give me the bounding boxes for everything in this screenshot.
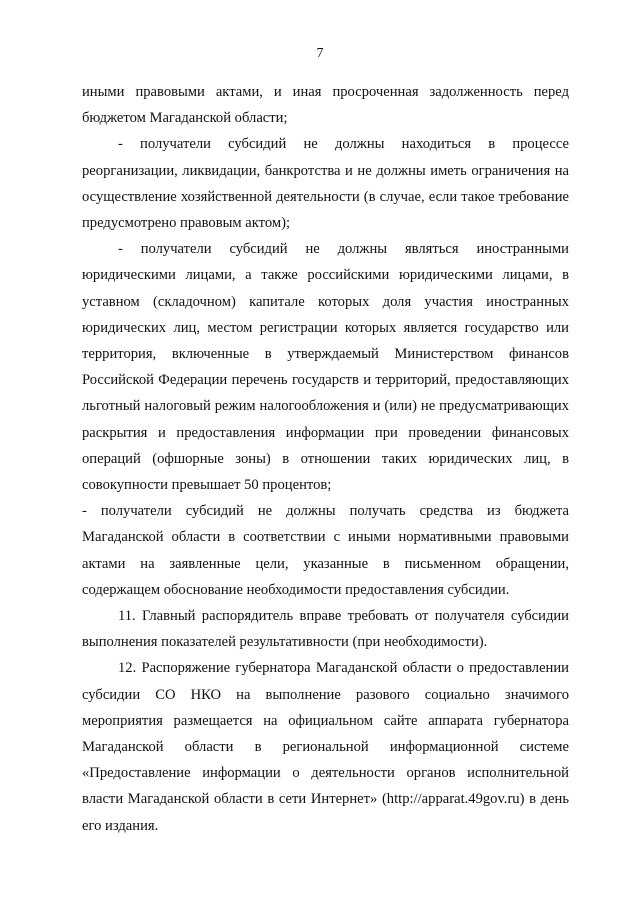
paragraph-no-reorganization: - получатели субсидий не должны находиться в процессе реорганизации, ликвидации, банкротства и не должны иметь ограничения на осуществление хозяйственной деятельности (в случае, если такое требование предусмотрено правовым актом); bbox=[82, 136, 569, 232]
paragraph-item-12: 12. Распоряжение губернатора Магаданской области о предоставлении субсидии СО НКО на выполнение разового социально значимого мероприятия размещается на официальном сайте аппарата губернатора Магаданской области в региональной информационной системе «Предоставление информации о деятельности органов исполнительной власти Магаданской области в сети Интернет» (http://apparat.49gov.ru) в день его издания. bbox=[82, 660, 569, 834]
paragraph-continuation: иными правовыми актами, и иная просроченная задолженность перед бюджетом Магаданской области; bbox=[82, 84, 569, 127]
page-number: 7 bbox=[316, 46, 324, 61]
paragraph-item-11: 11. Главный распорядитель вправе требовать от получателя субсидии выполнения показателей результативности (при необходимости). bbox=[82, 608, 569, 651]
paragraph-no-foreign-entities: - получатели субсидий не должны являться иностранными юридическими лицами, а также российскими юридическими лицами, в уставном (складочном) капитале которых доля участия иностранных юридических лиц, местом регистрации которых является государство или территория, включенные в утверждаемый Министерством финансов Российской Федерации перечень государств и территорий, предоставляющих льготный налоговый режим налогообложения и (или) не предусматривающих раскрытия и предоставления информации при проведении финансовых операций (офшорные зоны) в отношении таких юридических лиц, в совокупности превышает 50 процентов; bbox=[82, 241, 569, 494]
paragraph-no-other-budget-funds: - получатели субсидий не должны получать средства из бюджета Магаданской области в соответствии с иными нормативными правовыми актами на заявленные цели, указанные в письменном обращении, содержащем обоснование необходимости предоставления субсидии. bbox=[82, 503, 569, 598]
document-body bbox=[82, 79, 569, 839]
